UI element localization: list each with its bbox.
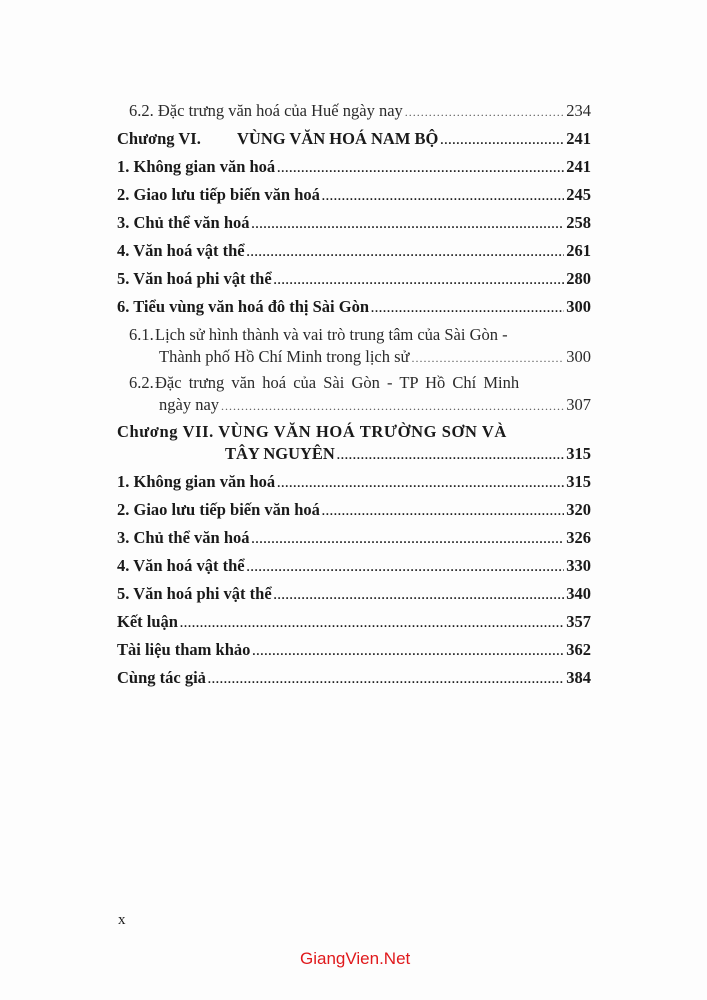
chapter-title-line2: TÂY NGUYÊN bbox=[225, 444, 335, 463]
dot-leader bbox=[411, 347, 564, 369]
toc-entry-page: 241 bbox=[566, 129, 591, 148]
toc-entry-title: Kết luận bbox=[117, 612, 178, 631]
dot-leader bbox=[252, 637, 564, 665]
toc-entry-title: 5. Văn hoá phi vật thể bbox=[117, 584, 272, 603]
toc-entry-page: 315 bbox=[566, 444, 591, 463]
toc-entry-title: 4. Văn hoá vật thể bbox=[117, 241, 245, 260]
toc-subentry-multiline[interactable] bbox=[117, 324, 591, 369]
toc-entry[interactable] bbox=[117, 468, 591, 496]
toc-entry[interactable] bbox=[117, 552, 591, 580]
toc-entry-page: 234 bbox=[566, 101, 591, 120]
toc-entry-page: 362 bbox=[566, 640, 591, 659]
toc-entry[interactable] bbox=[117, 209, 591, 237]
toc-entry-page: 357 bbox=[566, 612, 591, 631]
toc-entry-title: Tài liệu tham khảo bbox=[117, 640, 251, 659]
dot-leader bbox=[252, 210, 565, 238]
dot-leader bbox=[208, 665, 564, 693]
toc-entry-page: 315 bbox=[566, 472, 591, 491]
toc-entry-title: Cùng tác giả bbox=[117, 668, 206, 687]
dot-leader bbox=[322, 497, 564, 525]
toc-entry-page: 330 bbox=[566, 556, 591, 575]
dot-leader bbox=[405, 98, 564, 126]
chapter-label: Chương VI. bbox=[117, 129, 201, 148]
chapter-title-line1: Chương VII. VÙNG VĂN HOÁ TRƯỜNG SƠN VÀ bbox=[117, 422, 507, 441]
toc-chapter[interactable] bbox=[117, 125, 591, 153]
toc-entry[interactable] bbox=[117, 524, 591, 552]
dot-leader bbox=[337, 444, 564, 466]
subentry-title-line1: Đặc trưng văn hoá của Sài Gòn - TP Hồ Chí Minh bbox=[155, 373, 520, 392]
toc-entry-page: 326 bbox=[566, 528, 591, 547]
toc-subentry-multiline[interactable] bbox=[117, 372, 591, 417]
dot-leader bbox=[274, 266, 565, 294]
toc-entry-title: 3. Chủ thể văn hoá bbox=[117, 213, 250, 232]
toc-entry-page: 245 bbox=[566, 185, 591, 204]
toc-entry-page: 300 bbox=[566, 297, 591, 316]
subentry-number: 6.2. bbox=[129, 373, 154, 392]
toc-entry-page: 280 bbox=[566, 269, 591, 288]
toc-entry[interactable] bbox=[117, 153, 591, 181]
toc-entry[interactable] bbox=[117, 181, 591, 209]
toc-entry-page: 307 bbox=[566, 395, 591, 414]
toc-entry-title: 4. Văn hoá vật thể bbox=[117, 556, 245, 575]
dot-leader bbox=[247, 238, 565, 266]
toc-entry[interactable] bbox=[117, 664, 591, 692]
toc-entry[interactable] bbox=[117, 496, 591, 524]
dot-leader bbox=[277, 469, 564, 497]
toc-entry-title: 1. Không gian văn hoá bbox=[117, 472, 276, 491]
toc-entry-page: 261 bbox=[566, 241, 591, 260]
toc-entry-title: 2. Giao lưu tiếp biến văn hoá bbox=[117, 185, 320, 204]
toc-entry-title: 2. Giao lưu tiếp biến văn hoá bbox=[117, 500, 320, 519]
dot-leader bbox=[440, 126, 564, 154]
dot-leader bbox=[274, 581, 565, 609]
table-of-contents bbox=[117, 97, 591, 692]
toc-entry[interactable] bbox=[117, 293, 591, 321]
toc-entry-page: 241 bbox=[566, 157, 591, 176]
toc-entry-page: 340 bbox=[566, 584, 591, 603]
dot-leader bbox=[247, 553, 565, 581]
toc-entry-title: 3. Chủ thể văn hoá bbox=[117, 528, 250, 547]
dot-leader bbox=[221, 395, 564, 417]
chapter-title: VÙNG VĂN HOÁ NAM BỘ bbox=[237, 129, 439, 148]
toc-entry-title: 1. Không gian văn hoá bbox=[117, 157, 276, 176]
dot-leader bbox=[180, 609, 564, 637]
watermark-text: GiangVien.Net bbox=[300, 949, 411, 968]
toc-entry-page: 258 bbox=[566, 213, 591, 232]
page-number: x bbox=[118, 912, 126, 928]
subentry-title-line2: ngày nay bbox=[159, 395, 220, 414]
subentry-title-line1: Lịch sử hình thành và vai trò trung tâm của Sài Gòn - bbox=[155, 325, 508, 344]
toc-entry[interactable] bbox=[117, 636, 591, 664]
toc-entry-page: 300 bbox=[566, 347, 591, 366]
toc-entry[interactable] bbox=[117, 237, 591, 265]
subentry-title-line2: Thành phố Hồ Chí Minh trong lịch sử bbox=[159, 347, 410, 366]
dot-leader bbox=[322, 182, 564, 210]
toc-entry[interactable] bbox=[117, 97, 591, 125]
subentry-number: 6.1. bbox=[129, 325, 154, 344]
toc-entry-page: 320 bbox=[566, 500, 591, 519]
toc-entry[interactable] bbox=[117, 265, 591, 293]
dot-leader bbox=[277, 154, 564, 182]
toc-entry[interactable] bbox=[117, 608, 591, 636]
toc-entry-title: 6.2. Đặc trưng văn hoá của Huế ngày nay bbox=[129, 101, 403, 120]
dot-leader bbox=[371, 294, 564, 322]
toc-entry-title: 5. Văn hoá phi vật thể bbox=[117, 269, 272, 288]
toc-chapter-multiline[interactable] bbox=[117, 421, 591, 466]
toc-entry-title: 6. Tiểu vùng văn hoá đô thị Sài Gòn bbox=[117, 297, 370, 316]
toc-entry[interactable] bbox=[117, 580, 591, 608]
toc-entry-page: 384 bbox=[566, 668, 591, 687]
dot-leader bbox=[252, 525, 565, 553]
